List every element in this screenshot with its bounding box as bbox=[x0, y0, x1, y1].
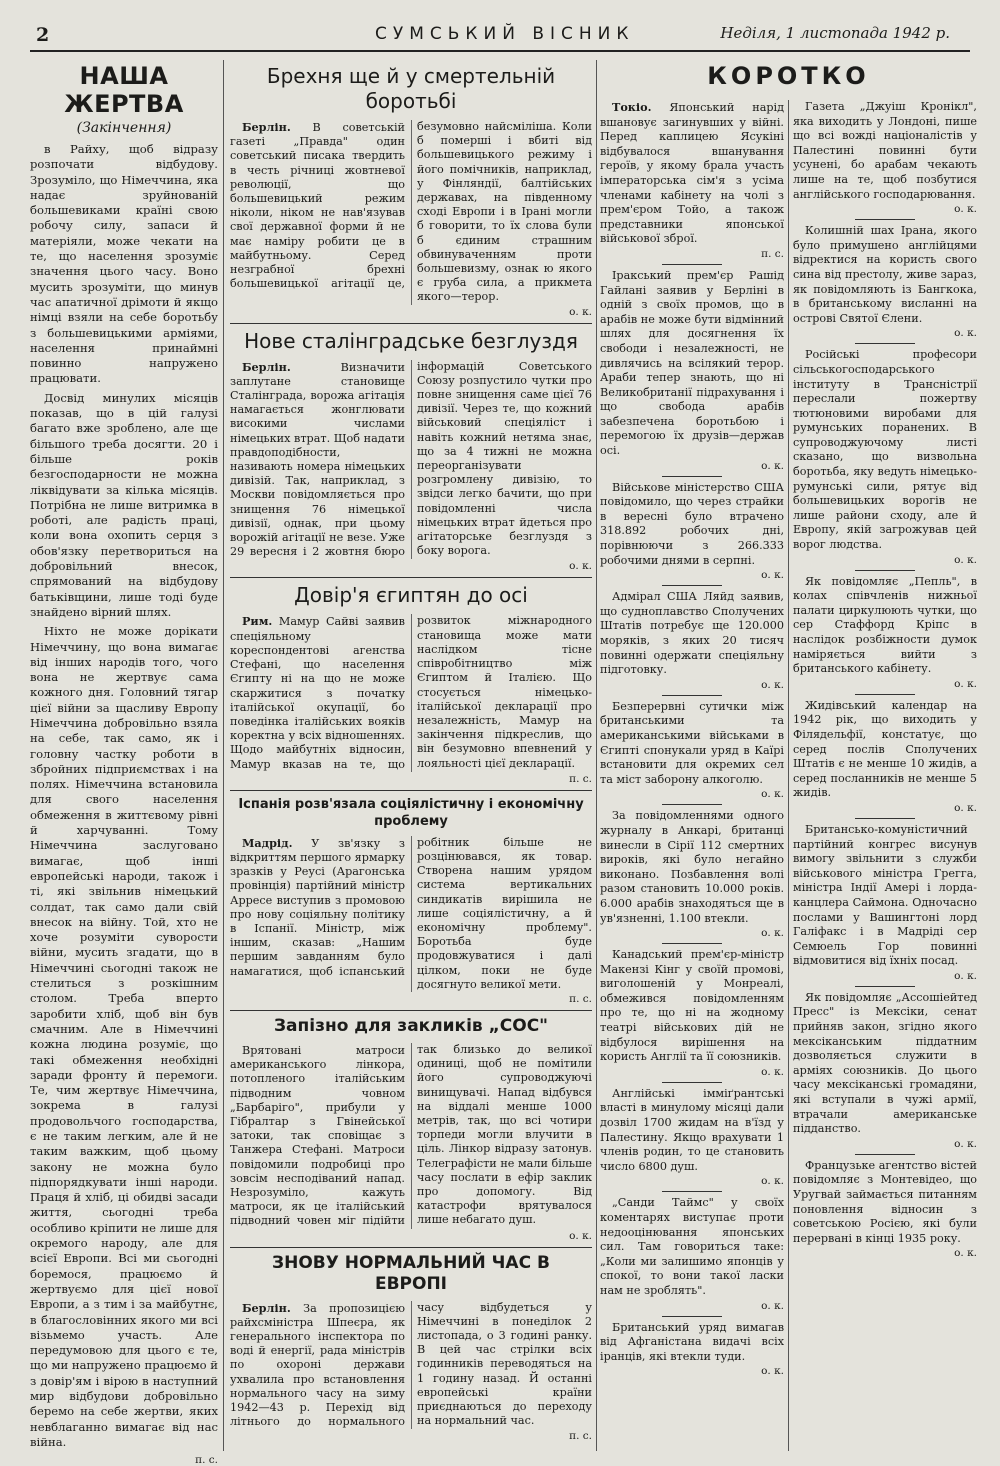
paragraph: Досвід минулих місяців показав, що в цій галузі багато вже зроблено, але ще більшого треба досягти. 20 і більше років безгосподарности не можна ліквідувати за кілька місяців. Потрібна не лише витримка в роботі, але радість праці, коли вона охопить серця з обов'язку перетвориться на добровільний внесок, спрямований на відбудову батьківщини, лише тоді буде знайдено вірний шлях. bbox=[30, 390, 218, 619]
signature: п. с. bbox=[569, 772, 592, 785]
article-divider bbox=[230, 577, 592, 578]
signature: о. к. bbox=[761, 678, 784, 691]
brief-text: Як повідомляє „Ассошіейтед Пресс" із Мексіки, сенат прийняв закон, згідно якого мексіканським піддатним дозволяється служити в арміях союзників. До цього часу мексіканські громадяни, які вступали в чужі армії, втрачали американське підданство. bbox=[793, 990, 977, 1136]
article-body bbox=[30, 142, 218, 1450]
signature: п. с. bbox=[569, 1430, 592, 1443]
brief-item bbox=[793, 699, 977, 801]
signature: о. к. bbox=[954, 327, 977, 340]
brief-text: „Санди Таймс" у своїх коментарях виступає проти недооцінювання японських сил. Там говориться таке: „Коли ми залишимо японців у спокої, то вони такої ласки нам не зроблять". bbox=[600, 1196, 784, 1297]
dateline: Берлін. bbox=[242, 359, 291, 374]
briefs-header bbox=[600, 60, 977, 102]
brief-item bbox=[600, 269, 784, 459]
brief-item bbox=[793, 823, 977, 969]
article-body bbox=[230, 836, 592, 992]
signature: п. с. bbox=[761, 247, 784, 260]
brief-divider bbox=[855, 818, 915, 819]
brief-text: Іракський прем'єр Рашід Гайлані заявив у Берліні в одній з своїх промов, що в арабів не може бути відмінний шлях для досягнення їх свободи і незалежності, не дивлячись на всілякий терор. Араби тепер знають, що ні Великобританії підрахування і що свобода арабів забезпечена боротьбою і перемогою їх друзів—держав осі. bbox=[600, 268, 784, 458]
brief-divider bbox=[662, 585, 722, 586]
brief-text: За повідомленнями одного журналу в Анкарі, британці винесли в Сірії 112 смертних вироків, які було негайно виконано. Позбавлення волі разом становить 10.000 років. 6.000 арабів знаходяться ще в ув'язненні, 1.100 втекли. bbox=[600, 809, 784, 925]
article-body bbox=[230, 1043, 592, 1229]
column-rule bbox=[788, 100, 789, 1451]
brief-item bbox=[600, 590, 784, 678]
brief-text: Британсько-комуністичний партійний конгрес висунув вимогу звільнити з служби військового міністра Грегга, міністра Індії Амері і лорда-канцлера Саймона. Одночасно послами у Вашингтоні лорд Галіфакс і в Мадріді сер Семюель Гор повинні відмовитися від їхніх посад. bbox=[793, 822, 977, 968]
column-articles bbox=[230, 60, 592, 1451]
column-briefs-left bbox=[600, 100, 784, 1451]
article-title: Нове сталінградське безглуздя bbox=[244, 328, 578, 353]
signature: п. с. bbox=[569, 992, 592, 1005]
article-body bbox=[230, 120, 592, 305]
article-title: Брехня ще й у смертельній боротьбі bbox=[266, 64, 556, 113]
article-title: Іспанія розв'язала соціялістичну і економічну проблему bbox=[238, 796, 584, 829]
brief-text: Як повідомляє „Пепль", в колах співчленів нижньої палати циркулюють чутки, що сер Стаффорд Кріпс в наслідок розбіжности думок наміряється вийти з британського кабінету. bbox=[793, 574, 977, 676]
signature: о. к. bbox=[954, 677, 977, 690]
signature: о. к. bbox=[954, 969, 977, 982]
brief-divider bbox=[662, 476, 722, 477]
paragraph bbox=[230, 120, 592, 305]
signature: о. к. bbox=[761, 927, 784, 940]
brief-divider bbox=[662, 1316, 722, 1317]
brief-item bbox=[793, 348, 977, 552]
newspaper-title: СУМСЬКИЙ ВІСНИК bbox=[375, 24, 635, 44]
signature: о. к. bbox=[761, 1365, 784, 1378]
article-text: Визначити заплутане становище Сталінграда, ворожа агітація намагається жонглювати високими числами німецьких втрат. Щоб надати правдоподібности, називають номера німецьких дивізій. Так, наприклад, з Москви повідомляється про знищення 76 німецької дивізії, однак, при цьому ворожій агітації не везе. Уже 29 вересня і 2 жовтня бюро інформацій Советського Союзу розпустило чутки про повне знищення саме цієї 76 дивізії. Через те, що кожний військовий спеціяліст і навіть кожний нетяма знає, що за 4 тижні не можна переорганізувати розгромлену дивізію, то звідси легко бачити, що при повідомленні числа німецьких втрат йдеться про агітаторське безглуздя з боку ворога. bbox=[230, 359, 592, 559]
dateline: Рим. bbox=[242, 614, 273, 629]
article-text: За пропозицією райхсміністра Шпеєра, як генерального інспектора по воді й енергії, рада міністрів по охороні держави ухвалила про встановлення нормального часу на зиму 1942—43 р. Перехід від літнього до нормального часу відбудеться у Німеччині в понеділок 2 листопада, о 3 годині ранку. В цей час стрілки всіх годинників переводяться на 1 годину назад. Й останні европейські країни приєднаються до переходу на нормальний час. bbox=[230, 1300, 592, 1429]
brief-text: Військове міністерство США повідомило, що через страйки в вересні було втрачено 318.892 робочих дні, порівнюючи з 266.333 робочими днями в серпні. bbox=[600, 480, 784, 567]
article-divider bbox=[230, 790, 592, 791]
brief-item bbox=[793, 575, 977, 677]
signature: о. к. bbox=[569, 305, 592, 318]
column-briefs-right bbox=[793, 100, 977, 1451]
article-text: В советській газеті „Правда" один советський писака твердить в честь річниці жовтневої революції, що большевицький режим ніколи, ніком не нав'язував свої державної форми й не має наміру робити це в майбутньому. Серед незграбної брехні большевицької агітації це, безумовно найсміліша. Коли б померші і вбиті від большевицького режиму і його помічників, наприклад, у Фінляндії, балтійських державах, на південному сході Европи і в Ірані могли б говорити, то їх слова були б єдиним страшним обвинуваченням проти большевизму, ознак ю якого є груба сила, а прикмета якого—терор. bbox=[230, 120, 592, 304]
brief-divider bbox=[855, 570, 915, 571]
brief-divider bbox=[855, 694, 915, 695]
article-title: НАША ЖЕРТВА bbox=[64, 62, 184, 118]
brief-item bbox=[600, 1087, 784, 1175]
brief-text: Колишній шах Ірана, якого було примушено англійцями відректися на користь свого сина від престолу, живе зараз, як повідомляють із Бангкока, в британському висланні на острові Святої Єлени. bbox=[793, 224, 977, 325]
brief-text: Англійські імміґрантські власті в минулому місяці дали дозвіл 1700 жидам на в'їзд у Палестину. Якщо врахувати 1 членів родин, то це становить число 6800 душ. bbox=[600, 1086, 784, 1173]
brief-item bbox=[793, 100, 977, 202]
article-title: Запізно для закликів „СОС" bbox=[273, 1015, 549, 1036]
signature: о. к. bbox=[761, 1299, 784, 1312]
section-title: КОРОТКО bbox=[707, 62, 870, 90]
article-divider bbox=[230, 1010, 592, 1011]
signature: о. к. bbox=[569, 1229, 592, 1242]
signature: о. к. bbox=[954, 1137, 977, 1150]
dateline: Берлін. bbox=[242, 120, 291, 134]
column-rule bbox=[223, 60, 224, 1451]
brief-divider bbox=[855, 219, 915, 220]
signature: о. к. bbox=[761, 569, 784, 582]
brief-divider bbox=[662, 1191, 722, 1192]
brief-divider bbox=[855, 343, 915, 344]
signature: о. к. bbox=[569, 560, 592, 573]
brief-item bbox=[600, 481, 784, 569]
signature: п. с. bbox=[195, 1454, 218, 1466]
signature: о. к. bbox=[954, 1247, 977, 1260]
paragraph: Ніхто не може дорікати Німеччину, що вона вимагає від інших народів того, чого вона не жертвує сама кожного дня. Головний тягар цієї війни за щасливу Европу Німеччина добровільно взяла на себе, так само, як і головну частку роботи в збройних підприємствах і на полях. Німеччина встановила для свого населення обмеження в життєвому рівні й харчуванні. Тому Німеччина заслуговано вимагає, щоб інші европейські народи, також і ті, які звільнив німецький солдат, так само дали свій внесок на війну. Той, хто не хоче розуміти суворости війни, мусить згадати, що в Німеччині сьогодні також не стелиться з розкішним столом. Треба вперто заробити хліб, щоб він був смачним. Але в Німеччині кожна людина розуміє, що такі обмеження необхідні заради фронту й перемоги. Те, чим жертвує Німеччина, зокрема в галузі продовольчого господарства, є не таким легким, але й не таким важким, щоб цьому закону не можна було підпорядкувати інші народи. Праця й хліб, ці обидві засади життя, сьогодні треба особливо кріпити не лише для окремого народу, але для всієї Европи. Всі ми сьогодні боремося, працюємо й жертвуємо для цієї нової Европи, а з тим і за майбутнє, в благословінних якого ми всі візьмемо участь. Але передумовою для цього є те, що ми напружено працюємо й з довір'ям і вірою в наступний мир відбудови добровільно беремо на себе жертви, яких невблаганно вимагає від нас війна. bbox=[30, 624, 218, 1449]
brief-item bbox=[600, 700, 784, 788]
brief-item bbox=[600, 100, 784, 247]
dateline: Токіо. bbox=[612, 100, 652, 114]
column-rule bbox=[596, 60, 597, 1451]
brief-text: Британський уряд вимагав від Афганістана видачі всіх іранців, які втекли туди. bbox=[600, 1320, 784, 1363]
brief-item bbox=[600, 948, 784, 1065]
article-text: Врятовані матроси американського лінкора, потопленого італійським підводним човном „Барбаріго", прибули у Гібралтар з Гвінейської затоки, так сповіщає з Танжера Стефані. Матроси повідомили подробиці про зовсім несподіваний напад. Незрозуміло, кажуть матроси, як це італійський підводний човен міг підійти так близько до великої одиниці, щоб не помітили його супроводжуючі винищувачі. Напад відбувся на віддалі менше 1000 метрів, так, що всі чотири торпеди могли влучити в ціль. Лінкор відразу затонув. Телеграфісти не мали більше часу послати в ефір заклик про допомогу. Від катастрофи врятувалося лише небагато душ. bbox=[230, 1042, 592, 1228]
signature: о. к. bbox=[761, 788, 784, 801]
article-text: Мамур Сайві заявив спеціяльному кореспондентові агенства Стефані, що населення Єгипту ні на що не може скаржитися з початку італійської окупації, бо поведінка італійських вояків коректна у всіх відношеннях. Щодо майбутніх відносин, Мамур вказав на те, що розвиток міжнародного становища може мати наслідком тісне співробітництво між Єгиптом й Італією. Що стосується німецько-італійської декларації про незалежність, Мамур на закінчення підкреслив, що він безумовно впевнений у лояльності цієї декларації. bbox=[230, 614, 592, 771]
article-divider bbox=[230, 1247, 592, 1248]
article-subtitle: (Закінчення) bbox=[76, 120, 172, 136]
brief-item bbox=[600, 809, 784, 926]
article-body bbox=[230, 614, 592, 771]
paragraph bbox=[230, 614, 592, 771]
brief-text: Жидівський календар на 1942 рік, що виходить у Філядельфії, констатує, що серед послів Сполучених Штатів є не менше 10 жидів, а серед посланників не менше 5 жидів. bbox=[793, 698, 977, 800]
signature: о. к. bbox=[761, 1175, 784, 1188]
brief-divider bbox=[662, 695, 722, 696]
brief-item bbox=[600, 1196, 784, 1298]
brief-item bbox=[793, 1159, 977, 1247]
dateline: Мадрід. bbox=[242, 835, 293, 850]
brief-divider bbox=[855, 986, 915, 987]
brief-divider bbox=[662, 804, 722, 805]
brief-divider bbox=[662, 943, 722, 944]
signature: о. к. bbox=[761, 1065, 784, 1078]
brief-item bbox=[600, 1321, 784, 1365]
paragraph bbox=[230, 1301, 592, 1430]
paragraph bbox=[230, 360, 592, 560]
brief-text: Російські професори сільськогосподарського інституту в Трансністрії переслали пожертву тютюновими виробами для румунських поранених. В супроводжуючому листі сказано, що визвольна боротьба, яку ведуть німецько-румунські сили, рятує від большевицьких ворогів не лише райони сходу, але й Европу, якій загрожував цей ворог людства. bbox=[793, 348, 977, 552]
signature: о. к. bbox=[761, 459, 784, 472]
article-title: ЗНОВУ НОРМАЛЬНИЙ ЧАС В ЕВРОПІ bbox=[272, 1252, 550, 1294]
masthead bbox=[30, 22, 970, 52]
brief-text: Газета „Джуіш Кронікл", яка виходить у Лондоні, пише що всі вожді націоналістів у Палестині повинні бути усунені, бо арабам чекають лише на те, щоб позбутися англійського господарювання. bbox=[793, 100, 977, 201]
brief-text: Французьке агентство вістей повідомляє з Монтевідео, що Уругвай займається питанням поновлення відносин з советською Росією, які були перервані в кінці 1935 року. bbox=[793, 1158, 977, 1245]
brief-text: Безперервні сутички між британськими та американськими військами в Єгипті спонукали уряд в Каїрі встановити для окремих сел та міст заборону алкоголю. bbox=[600, 699, 784, 786]
column-nasha-zhertva bbox=[30, 60, 218, 1466]
page-number: 2 bbox=[36, 24, 50, 46]
article-divider bbox=[230, 323, 592, 324]
brief-divider bbox=[662, 1082, 722, 1083]
brief-text: Канадський прем'єр-міністр Макензі Кінг у своїй промові, виголошеній у Монреалі, обмежився повідомленням про те, що ні на жодному театрі військових дій не відбулося вирішення на користь Англії та її союзників. bbox=[600, 948, 784, 1064]
issue-date: Неділя, 1 листопада 1942 р. bbox=[720, 24, 950, 42]
brief-text: Японський нарід вшановує загинувших у війні. Перед каплицею Ясукіні відбувалося вшанування героїв, у якому брала участь імператорська сім'я з усіма членами кабінету на чолі з прем'єром Тойо, а також представники японської військової зброї. bbox=[600, 101, 784, 246]
article-title: Довір'я єгиптян до осі bbox=[294, 583, 528, 608]
paragraph bbox=[230, 1043, 592, 1229]
brief-divider bbox=[855, 1154, 915, 1155]
signature: о. к. bbox=[954, 553, 977, 566]
brief-text: Адмірал США Ляйд заявив, що судноплавство Сполучених Штатів потребує ще 120.000 моряків, з яких 20 тисяч повинні одержати спеціяльну підготовку. bbox=[600, 590, 784, 677]
dateline: Берлін. bbox=[242, 1300, 291, 1315]
brief-item bbox=[793, 991, 977, 1137]
paragraph bbox=[230, 836, 592, 992]
article-body bbox=[230, 360, 592, 560]
article-body bbox=[230, 1301, 592, 1430]
signature: о. к. bbox=[954, 801, 977, 814]
brief-divider bbox=[662, 264, 722, 265]
signature: о. к. bbox=[954, 203, 977, 216]
brief-item bbox=[793, 224, 977, 326]
article-text: У зв'язку з відкриттям першого ярмарку зразків у Реусі (Арагонська провінція) партійний міністр Арресе виступив з промовою про нову соціяльну політику в Іспанії. Міністр, між іншим, сказав: „Нашим першим завданням було намагатися, щоб іспанський робітник більше не розцінювався, як товар. Створена нашим урядом система вертикальних синдикатів вирішила не лише соціялістичну, а й економічну проблему". Боротьба буде продовжуватися і далі цілком, поки не буде досягнуто великої мети. bbox=[230, 835, 592, 991]
paragraph: в Райху, щоб відразу розпочати відбудову. Зрозуміло, що Німеччина, яка надає зруйнованій большевиками країні свою робочу силу, запаси й матеріяли, може чекати на те, що населення зрозуміє значення цього часу. Воно мусить зрозуміти, що минув час апатичної дрімоти й якщо німці взяли на себе боротьбу з большевицькими арміями, населення принаймні повинно напружено працювати. bbox=[30, 142, 218, 386]
